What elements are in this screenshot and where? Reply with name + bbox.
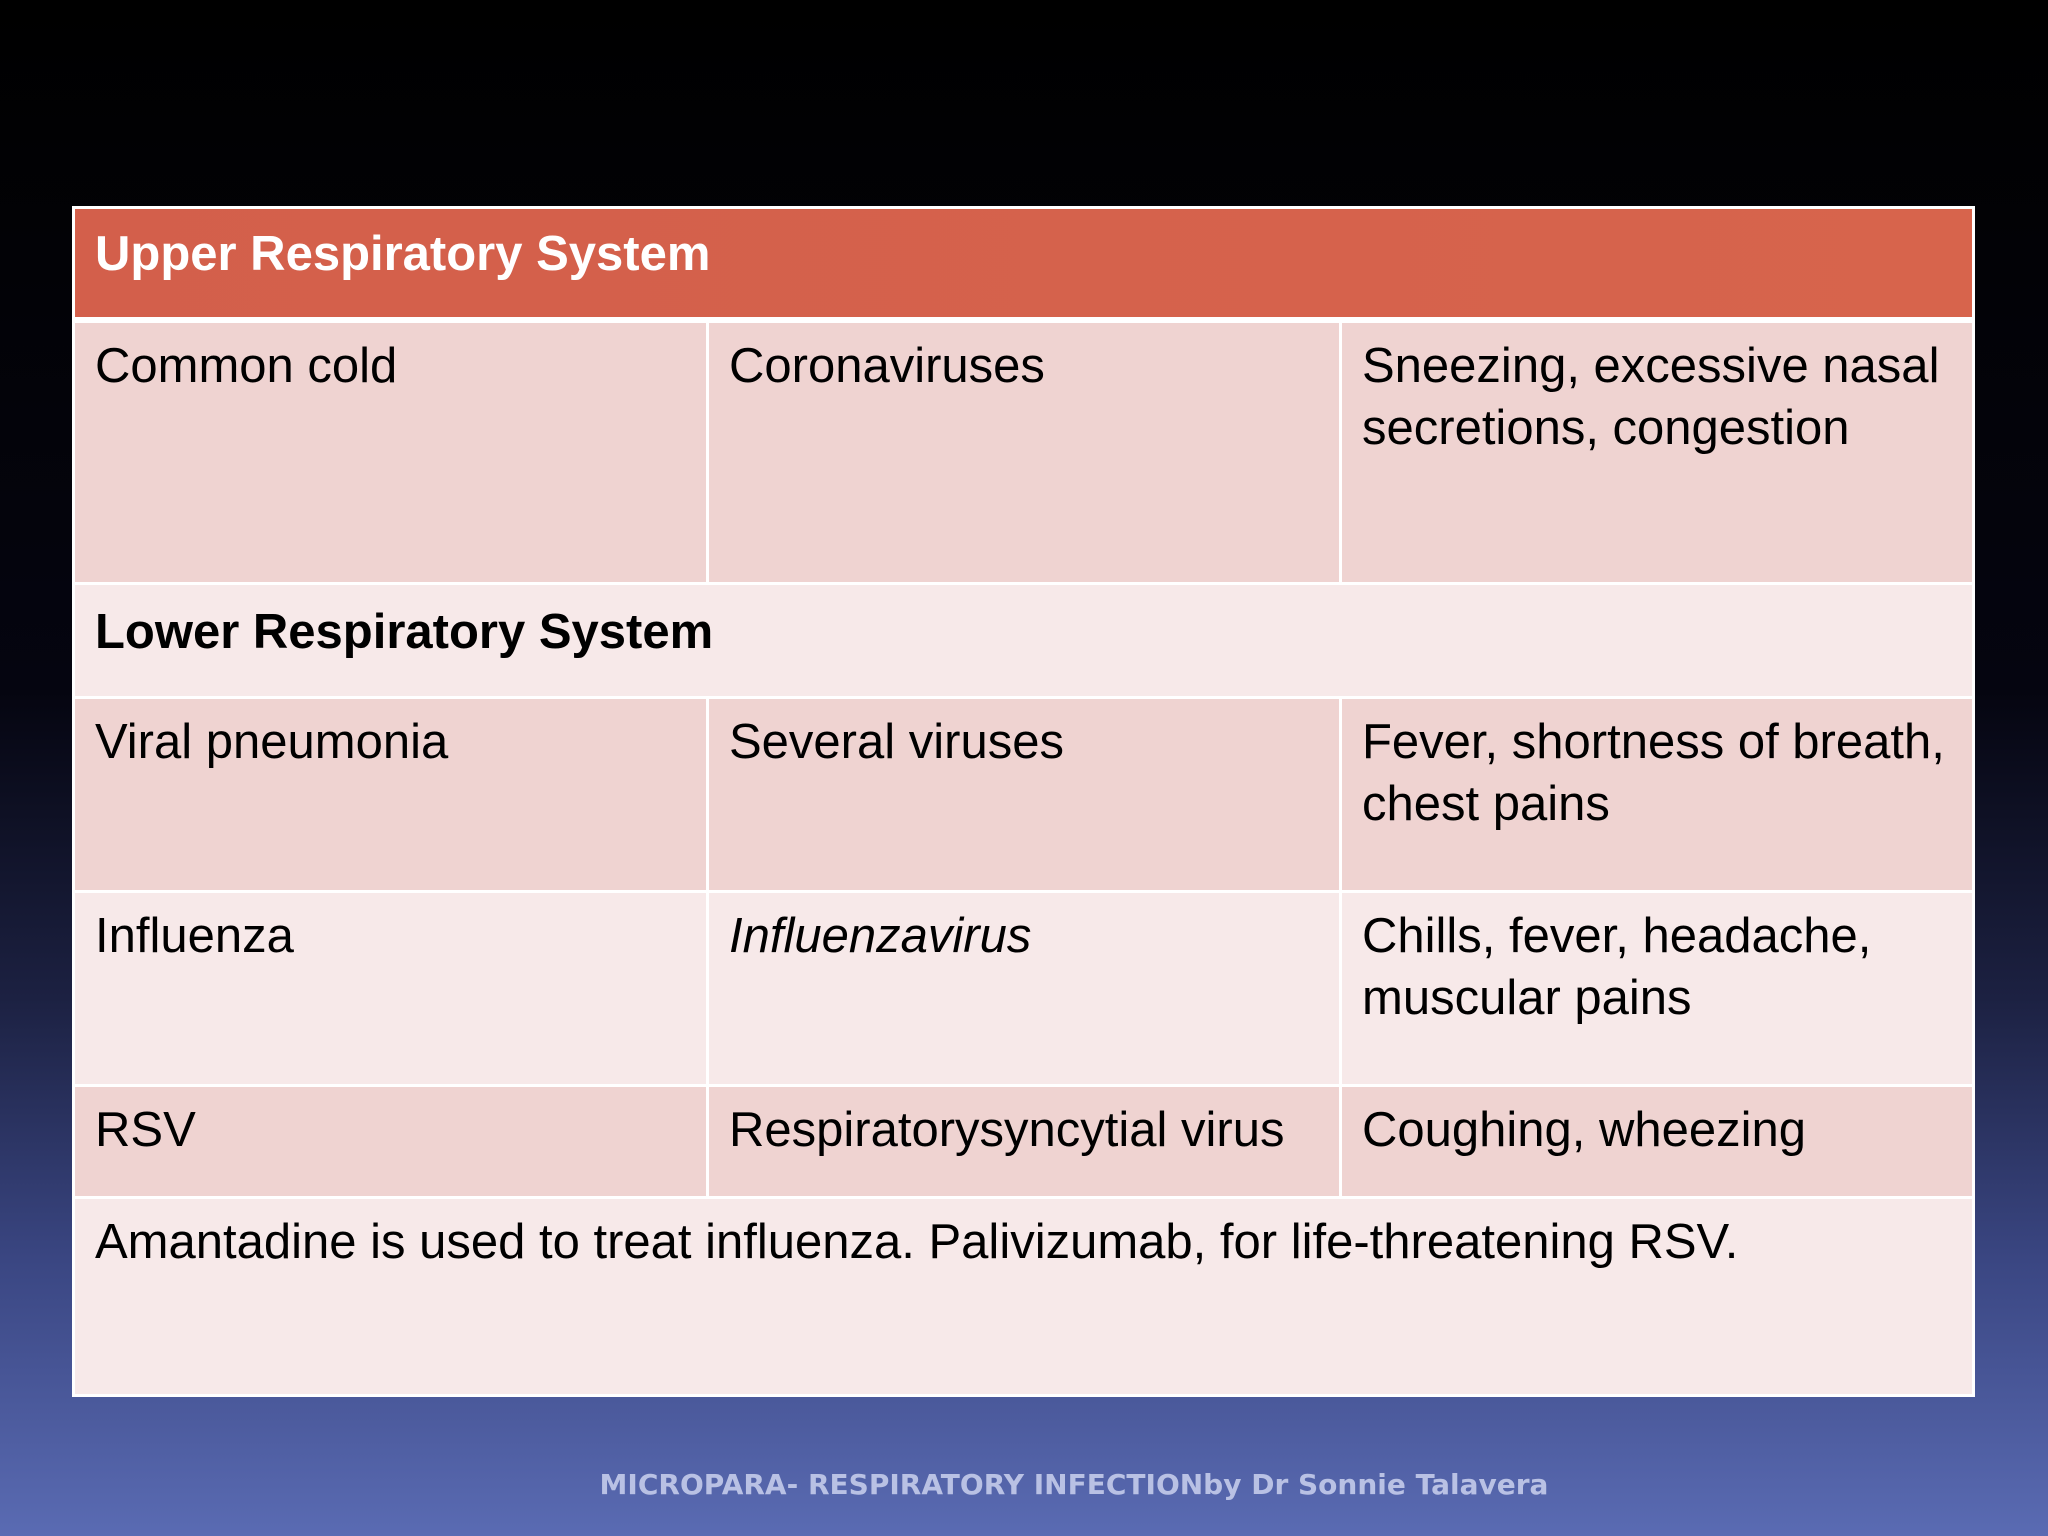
symptoms-cell: Fever, shortness of breath, chest pains: [1341, 698, 1974, 892]
symptoms-cell: Sneezing, excessive nasal secretions, congestion: [1341, 320, 1974, 584]
pathogen-cell: Several viruses: [708, 698, 1341, 892]
disease-cell: RSV: [74, 1086, 708, 1198]
table-row: [74, 698, 1974, 892]
pathogen-cell: Respiratorysyncytial virus: [708, 1086, 1341, 1198]
infections-table: [72, 206, 1975, 1397]
upper-respiratory-header-row: [74, 208, 1974, 320]
table-row: [74, 320, 1974, 584]
symptoms-cell: Chills, fever, headache, muscular pains: [1341, 892, 1974, 1086]
disease-cell: Influenza: [74, 892, 708, 1086]
pathogen-cell: Coronaviruses: [708, 320, 1341, 584]
table-row: [74, 1086, 1974, 1198]
disease-cell: Common cold: [74, 320, 708, 584]
treatment-note-row: [74, 1198, 1974, 1396]
lower-respiratory-section-row: [74, 584, 1974, 698]
slide-footer: MICROPARA- RESPIRATORY INFECTIONby Dr Sonnie Talavera: [599, 1468, 1549, 1501]
symptoms-cell: Coughing, wheezing: [1341, 1086, 1974, 1198]
lower-respiratory-section-title: Lower Respiratory System: [74, 584, 1974, 698]
disease-cell: Viral pneumonia: [74, 698, 708, 892]
treatment-note: Amantadine is used to treat influenza. Palivizumab, for life-threatening RSV.: [74, 1198, 1974, 1396]
upper-respiratory-header: Upper Respiratory System: [74, 208, 1974, 320]
table-row: [74, 892, 1974, 1086]
pathogen-cell: Influenzavirus: [708, 892, 1341, 1086]
